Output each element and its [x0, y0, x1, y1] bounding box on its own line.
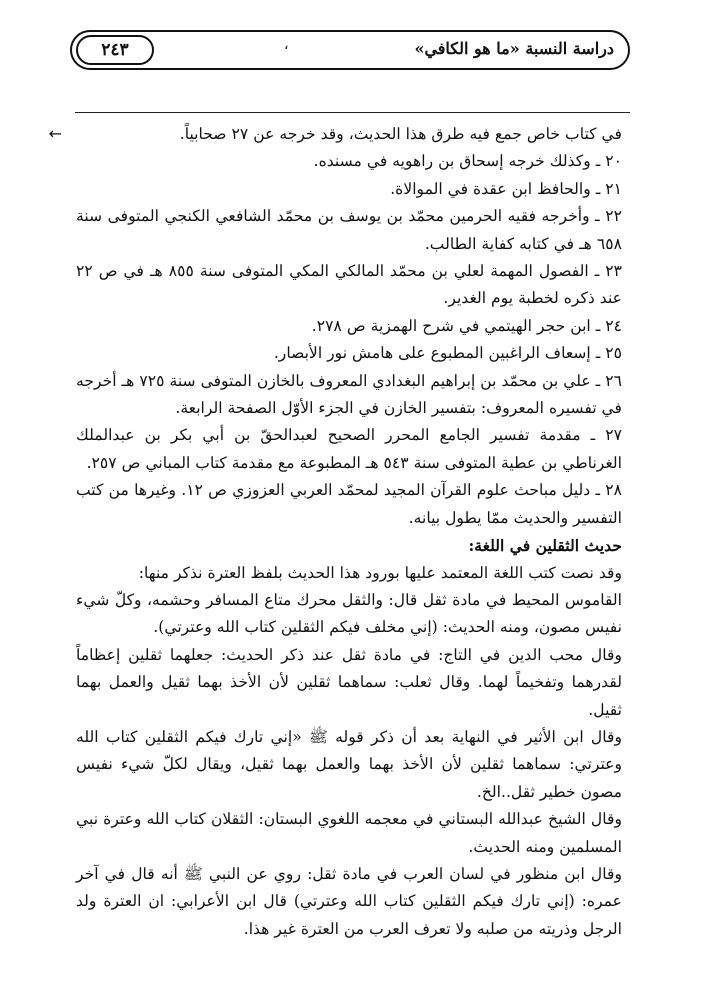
continuation-arrow-icon: ← [48, 124, 62, 143]
page-body [76, 121, 622, 943]
list-item-27: ٢٧ ـ مقدمة تفسير الجامع المحرر الصحيح لعبدالحقّ بن أبي بكر بن عبدالملك الغرناطي بن عطية المتوفى سنة ٥٤٣ هـ المطبوعة مع مقدمة كتاب المباني ص ٢٥٧. [76, 426, 622, 472]
list-item-26: ٢٦ ـ علي بن محمّد بن إبراهيم البغدادي المعروف بالخازن المتوفى سنة ٧٢٥ هـ أخرجه في تفسيره المعروف: بتفسير الخازن في الجزء الأوّل الصفحة الرابعة. [76, 371, 622, 418]
paragraph-intro: وقد نصت كتب اللغة المعتمد عليها بورود هذا الحديث بلفظ العترة نذكر منها: [138, 563, 622, 582]
list-item-24: ٢٤ ـ ابن حجر الهيتمي في شرح الهمزية ص ٢٧٨. [311, 316, 622, 335]
list-item-23: ٢٣ ـ الفصول المهمة لعلي بن محمّد المالكي المكي المتوفى سنة ٨٥٥ هـ في ص ٢٢ عند ذكره لخطبة يوم الغدير. [76, 262, 622, 308]
paragraph-taj: وقال محب الدين في التاج: في مادة ثقل عند ذكر الحديث: جعلهما ثقلين إعظاماً لقدرهما وتفخيماً لهما. وقال ثعلب: سماهما ثقلين لأن الأخذ بهما ثقيل والعمل بهما ثقيل. [76, 645, 622, 719]
header-rule [75, 112, 630, 113]
paragraph-continuation: في كتاب خاص جمع فيه طرق هذا الحديث، وقد خرجه عن ٢٧ صحابياً. [179, 125, 622, 143]
paragraph-qamus: القاموس المحيط في مادة ثقل قال: والثقل محرك متاع المسافر وحشمه، وكلّ شيء نفيس مصون، ومنه الحديث: (إني مخلف فيكم الثقلين كتاب الله وعترتي). [76, 590, 622, 637]
paragraph-nihaya: وقال ابن الأثير في النهاية بعد أن ذكر قوله ﷺ «إني تارك فيكم الثقلين كتاب الله وعترتي: سماهما ثقلين لأن الأخذ بهما والعمل بهما ثقيل، ويقال لكلّ شيء نفيس مصون خطير ثقل..الخ. [76, 727, 622, 801]
paragraph-bustan: وقال الشيخ عبدالله البستاني في معجمه اللغوي البستان: الثقلان كتاب الله وعترة نبي المسلمين ومنه الحديث. [76, 810, 622, 856]
list-item-25: ٢٥ ـ إسعاف الراغبين المطبوع على هامش نور الأبصار. [273, 344, 622, 363]
header-title: دراسة النسبة «ما هو الكافي» [414, 39, 614, 58]
running-header [70, 30, 630, 70]
list-item-20: ٢٠ ـ وكذلك خرجه إسحاق بن راهويه في مسنده. [313, 152, 622, 171]
page-number: ٢٤٣ [76, 35, 154, 65]
list-item-22: ٢٢ ـ وأخرجه فقيه الحرمين محمّد بن يوسف بن محمّد الشافعي الكنجي المتوفى سنة ٦٥٨ هـ في كتابه كفاية الطالب. [76, 207, 622, 253]
paragraph-lisan: وقال ابن منظور في لسان العرب في مادة ثقل: روي عن النبي ﷺ أنه قال في آخر عمره: (إني تارك فيكم الثقلين كتاب الله وعترتي) قال ابن الأعرابي: ان العترة ولد الرجل وذريته من صلبه ولا تعرف العرب من العترة غير هذا. [76, 864, 622, 938]
list-item-21: ٢١ ـ والحافظ ابن عقدة في الموالاة. [390, 179, 622, 198]
header-mark: ، [284, 37, 289, 53]
list-item-28: ٢٨ ـ دليل مباحث علوم القرآن المجيد لمحمّد العربي العزوزي ص ١٢. وغيرها من كتب التفسير والحديث ممّا يطول بيانه. [76, 481, 622, 527]
section-heading: حديث الثقلين في اللغة: [468, 536, 622, 556]
